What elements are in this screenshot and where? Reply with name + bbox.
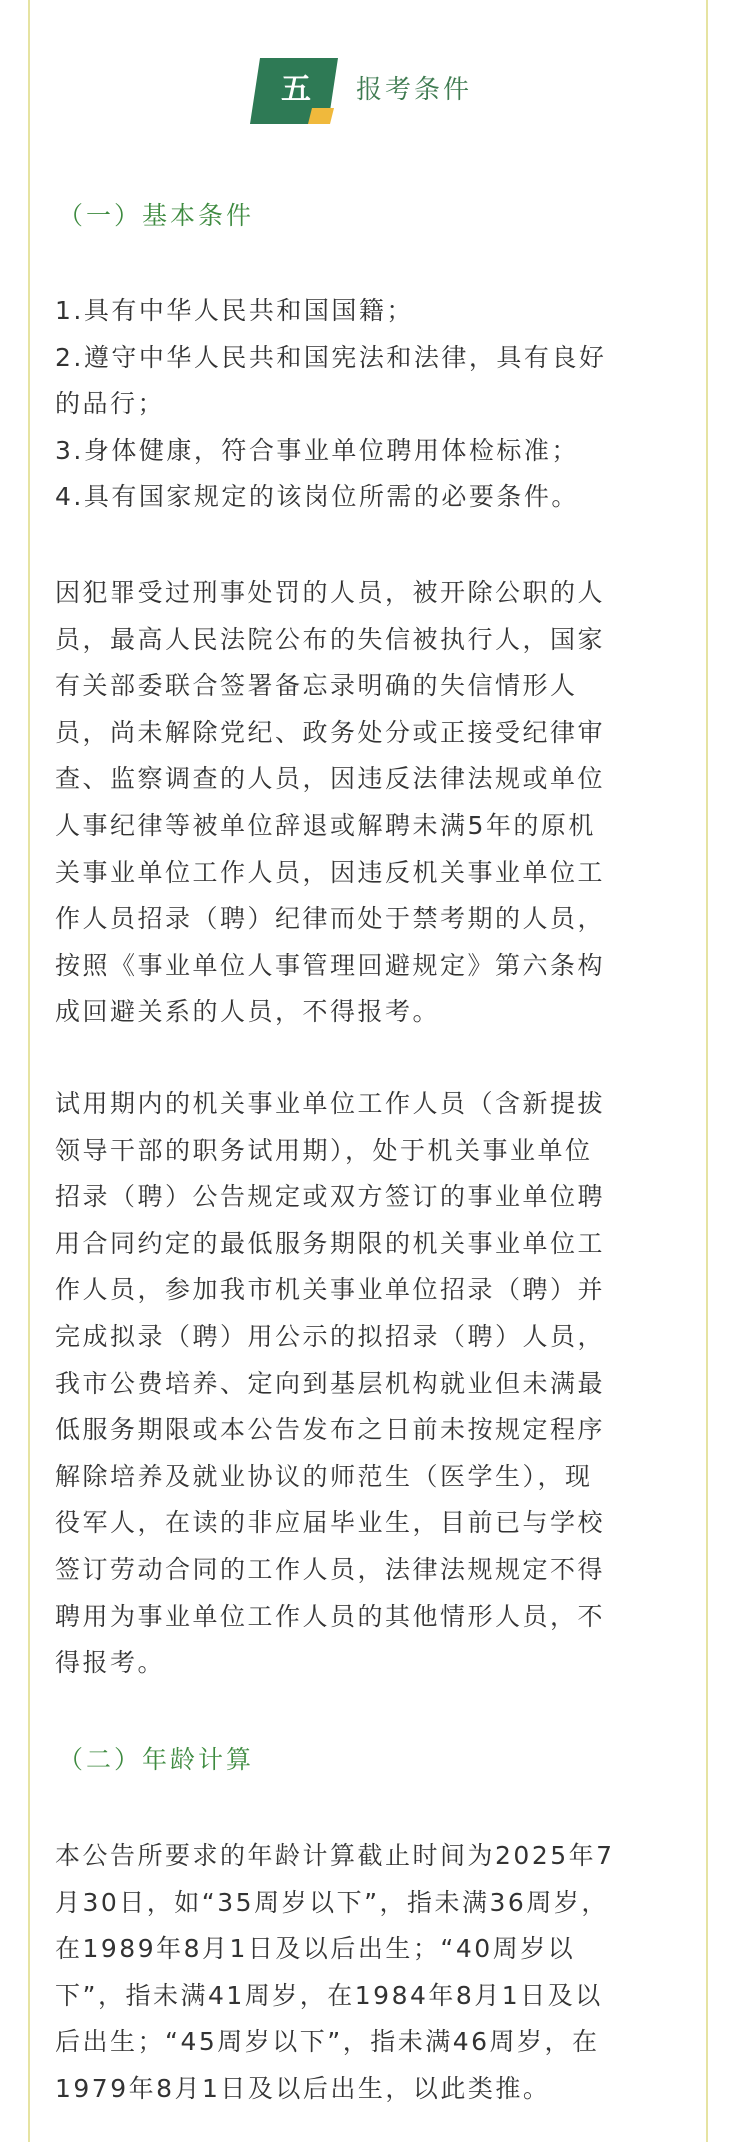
section-number: 五 <box>281 72 311 107</box>
section-number-badge <box>250 58 340 124</box>
paragraph-line: 月30日，如“35周岁以下”，指未满36周岁， <box>55 1887 609 1917</box>
exclusion-paragraph-1 <box>55 570 683 1036</box>
basic-conditions-heading: （一）基本条件 <box>58 201 255 230</box>
paragraph-line: 用合同约定的最低服务期限的机关事业单位工 <box>55 1228 606 1258</box>
paragraph-line: 领导干部的职务试用期），处于机关事业单位 <box>55 1135 593 1165</box>
paragraph-line: 后出生；“45周岁以下”，指未满46周岁，在 <box>55 2027 600 2057</box>
paragraph-line: 低服务期限或本公告发布之日前未按规定程序 <box>55 1415 606 1445</box>
paragraph-line: 有关部委联合签署备忘录明确的失信情形人 <box>55 671 578 701</box>
paragraph-line: 试用期内的机关事业单位工作人员（含新提拔 <box>55 1089 606 1118</box>
exclusion-paragraph-2 <box>55 1081 683 1687</box>
basic-conditions-list <box>55 288 683 521</box>
paragraph-line: 我市公费培养、定向到基层机构就业但未满最 <box>55 1368 606 1398</box>
section-title: 报考条件 <box>356 75 473 105</box>
paragraph-line: 役军人，在读的非应届毕业生，目前已与学校 <box>55 1508 606 1538</box>
list-item: 3.身体健康，符合事业单位聘用体检标准； <box>55 435 579 465</box>
paragraph-line: 签订劳动合同的工作人员，法律法规规定不得 <box>55 1554 606 1584</box>
list-item: 2.遵守中华人民共和国宪法和法律，具有良好 <box>55 342 607 372</box>
paragraph-line: 员，最高人民法院公布的失信被执行人，国家 <box>55 624 606 654</box>
paragraph-line: 解除培养及就业协议的师范生（医学生），现 <box>55 1461 593 1491</box>
paragraph-line: 招录（聘）公告规定或双方签订的事业单位聘 <box>55 1182 606 1212</box>
paragraph-line: 1979年8月1日及以后出生，以此类推。 <box>55 2073 551 2103</box>
list-item: 4.具有国家规定的该岗位所需的必要条件。 <box>55 482 579 512</box>
section-header <box>250 58 550 128</box>
paragraph-line: 成回避关系的人员，不得报考。 <box>55 997 441 1027</box>
paragraph-line: 在1989年8月1日及以后出生；“40周岁以 <box>55 1934 576 1964</box>
age-calculation-paragraph <box>55 1833 683 2113</box>
paragraph-line: 按照《事业单位人事管理回避规定》第六条构 <box>55 950 606 980</box>
paragraph-line: 聘用为事业单位工作人员的其他情形人员，不 <box>55 1601 606 1631</box>
paragraph-line: 员，尚未解除党纪、政务处分或正接受纪律审 <box>55 717 606 747</box>
paragraph-line: 因犯罪受过刑事处罚的人员，被开除公职的人 <box>55 578 606 607</box>
paragraph-line: 下”，指未满41周岁，在1984年8月1日及以 <box>55 1980 603 2010</box>
paragraph-line: 作人员，参加我市机关事业单位招录（聘）并 <box>55 1275 606 1305</box>
paragraph-line: 人事纪律等被单位辞退或解聘未满5年的原机 <box>55 810 596 840</box>
paragraph-line: 作人员招录（聘）纪律而处于禁考期的人员， <box>55 904 606 934</box>
paragraph-line: 得报考。 <box>55 1648 166 1678</box>
age-calculation-heading: （二）年龄计算 <box>58 1745 255 1774</box>
paragraph-line: 关事业单位工作人员，因违反机关事业单位工 <box>55 857 606 887</box>
paragraph-line: 本公告所要求的年龄计算截止时间为2025年7 <box>55 1841 615 1870</box>
paragraph-line: 查、监察调查的人员，因违反法律法规或单位 <box>55 764 606 794</box>
list-item: 的品行； <box>55 389 166 419</box>
list-item: 1.具有中华人民共和国国籍； <box>55 296 414 325</box>
paragraph-line: 完成拟录（聘）用公示的拟招录（聘）人员， <box>55 1321 606 1351</box>
